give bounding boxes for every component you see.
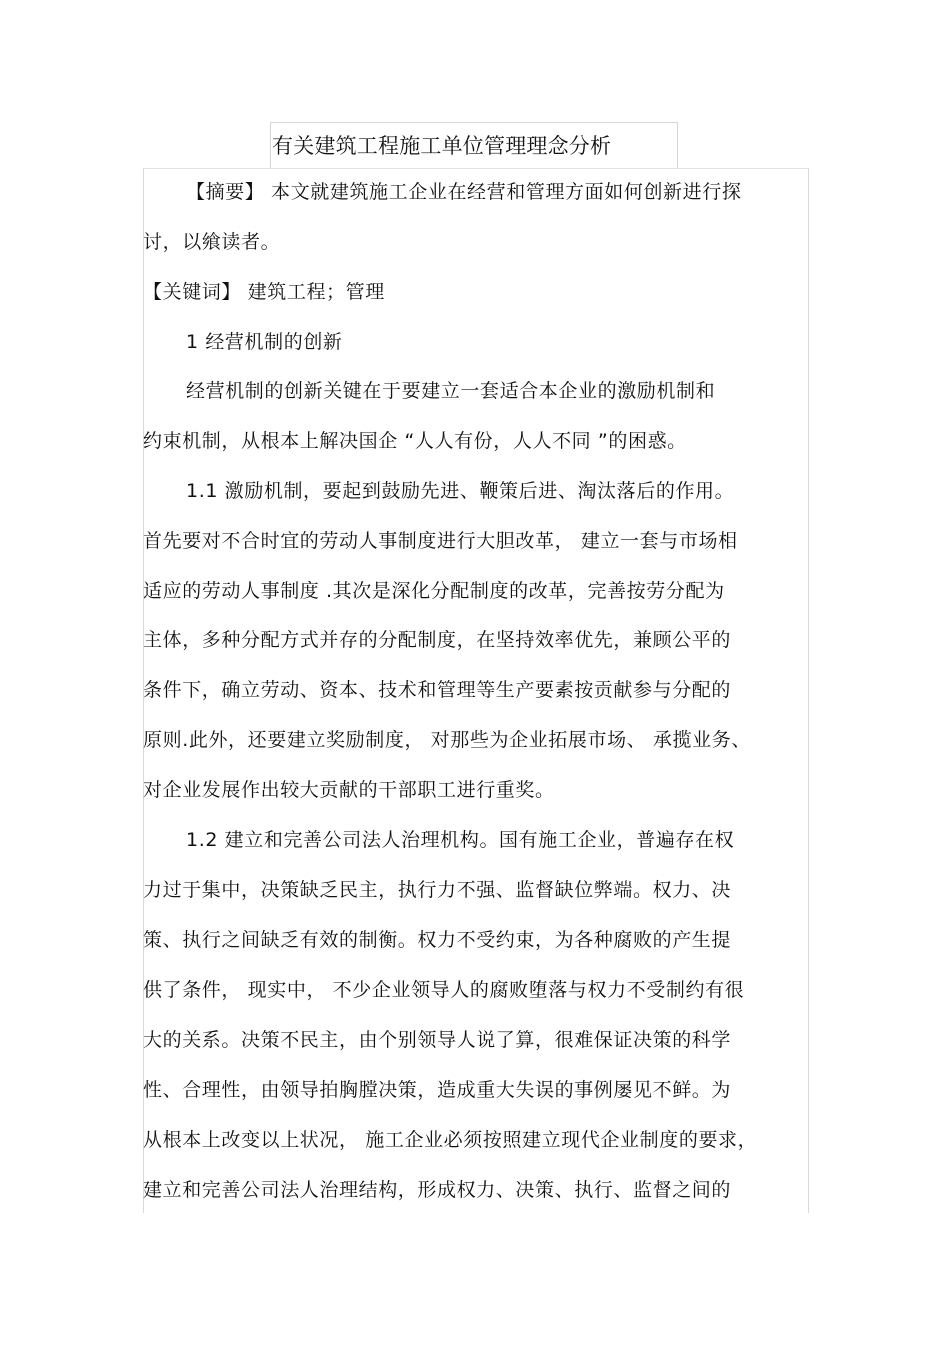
paragraph-line: 策、执行之间缺乏有效的制衡。权力不受约束，为各种腐败的产生提 xyxy=(143,929,732,951)
paragraph-line: 性、合理性，由领导拍胸膛决策，造成重大失误的事例屡见不鲜。为 xyxy=(143,1079,732,1101)
paragraph-line: 首先要对不合时宜的劳动人事制度进行大胆改革， 建立一套与市场相 xyxy=(143,530,738,552)
paragraph-line: 从根本上改变以上状况， 施工企业必须按照建立现代企业制度的要求， xyxy=(143,1129,758,1151)
keywords-line: 【关键词】 建筑工程；管理 xyxy=(143,281,385,303)
paragraph-line: 建立和完善公司法人治理结构，形成权力、决策、执行、监督之间的 xyxy=(143,1179,732,1201)
paragraph-line: 约束机制，从根本上解决国企 “人人有份，人人不同 ”的困惑。 xyxy=(143,430,687,452)
paragraph-line: 经营机制的创新关键在于要建立一套适合本企业的激励机制和 xyxy=(186,380,716,402)
paragraph-line: 供了条件， 现实中， 不少企业领导人的腐败堕落与权力不受制约有很 xyxy=(143,979,745,1001)
section-1-1-line: 1.1 激励机制，要起到鼓励先进、鞭策后进、淘汰落后的作用。 xyxy=(186,480,735,502)
paragraph-line: 主体，多种分配方式并存的分配制度，在坚持效率优先，兼顾公平的 xyxy=(143,629,732,651)
paragraph-line: 原则.此外，还要建立奖励制度， 对那些为企业拓展市场、 承揽业务、 xyxy=(143,729,751,751)
section-1-2-line: 1.2 建立和完善公司法人治理机构。国有施工企业，普遍存在权 xyxy=(186,829,735,851)
section-1-heading: 1 经营机制的创新 xyxy=(186,331,343,353)
paragraph-line: 对企业发展作出较大贡献的干部职工进行重奖。 xyxy=(143,779,555,801)
paragraph-line: 大的关系。决策不民主，由个别领导人说了算，很难保证决策的科学 xyxy=(143,1029,732,1051)
abstract-line-1: 【摘要】 本文就建筑施工企业在经营和管理方面如何创新进行探 xyxy=(186,181,742,203)
paragraph-line: 适应的劳动人事制度 .其次是深化分配制度的改革，完善按劳分配为 xyxy=(143,580,725,602)
abstract-line-2: 讨，以飨读者。 xyxy=(143,231,281,253)
paragraph-line: 条件下，确立劳动、资本、技术和管理等生产要素按贡献参与分配的 xyxy=(143,679,732,701)
paragraph-line: 力过于集中，决策缺乏民主，执行力不强、监督缺位弊端。权力、决 xyxy=(143,879,732,901)
document-title: 有关建筑工程施工单位管理理念分析 xyxy=(272,134,612,158)
